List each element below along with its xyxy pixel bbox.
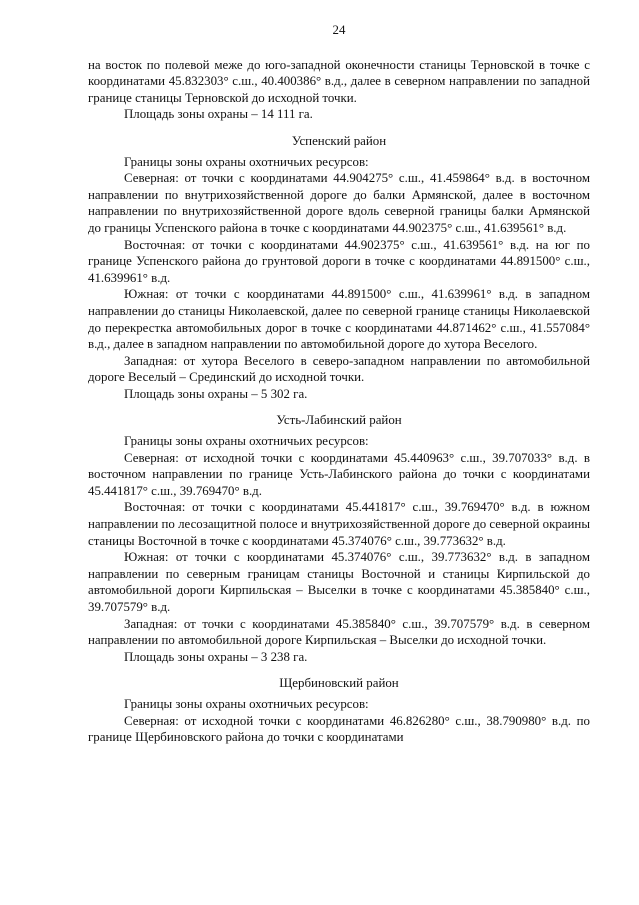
section-heading-ust-labinsky: Усть-Лабинский район (276, 413, 402, 428)
boundaries-intro-uspensky: Границы зоны охраны охотничьих ресурсов: (124, 154, 369, 169)
section-heading-uspensky: Успенский район (291, 133, 387, 148)
boundary-north-shcherbinovsky: Северная: от исходной точки с координатами 46.826280° с.ш., 38.790980° в.д. по границе Щербиновского района до точки с координатами (88, 713, 590, 745)
area-ust-labinsky: Площадь зоны охраны – 3 238 га. (124, 649, 308, 664)
area-uspensky: Площадь зоны охраны – 5 302 га. (124, 386, 308, 401)
boundary-east-uspensky: Восточная: от точки с координатами 44.902375° с.ш., 41.639561° в.д. на юг по границе Успенского района до грунтовой дороги в точке с координатами 44.891500° с.ш., 41.639961° в.д. (88, 237, 590, 285)
section-heading-shcherbinovsky: Щербиновский район (279, 676, 399, 691)
boundary-east-ust-labinsky: Восточная: от точки с координатами 45.441817° с.ш., 39.769470° в.д. в южном направлении по лесозащитной полосе и внутрихозяйственной дороге до северной окраины станицы Восточной в точке с координатами 45.374076° с.ш., 39.773632° в.д. (88, 500, 590, 548)
boundaries-intro-shcherbinovsky: Границы зоны охраны охотничьих ресурсов: (124, 696, 369, 711)
boundary-north-uspensky: Северная: от точки с координатами 44.904275° с.ш., 41.459864° в.д. в восточном направлении по внутрихозяйственной дороге до балки Армянской, далее в восточном направлении по внутрихозяйственной дороге вдоль северной границы балки Армянской до границы Успенского района в точке с координатами 44.902375° с.ш., 41.639561° в.д. (88, 171, 590, 235)
boundaries-intro-ust-labinsky: Границы зоны охраны охотничьих ресурсов: (124, 434, 369, 449)
page-number: 24 (332, 23, 346, 37)
boundary-north-ust-labinsky: Северная: от исходной точки с координатами 45.440963° с.ш., 39.707033° в.д. в восточном направлении по границе Усть-Лабинского района до точки с координатами 45.441817° с.ш., 39.769470° в.д. (88, 450, 590, 498)
boundary-west-uspensky: Западная: от хутора Веселого в северо-западном направлении по автомобильной дороге Веселый – Срединский до исходной точки. (88, 353, 590, 385)
boundary-south-ust-labinsky: Южная: от точки с координатами 45.374076° с.ш., 39.773632° в.д. в западном направлении по северным границам станицы Восточной и станицы Кирпильской до автомобильной дороги Кирпильская – Выселки в точке с координатами 45.385840° с.ш., 39.707579° в.д. (88, 550, 590, 614)
area-ternovskaya: Площадь зоны охраны – 14 111 га. (124, 107, 313, 122)
document-page (88, 22, 590, 746)
boundary-west-ust-labinsky: Западная: от точки с координатами 45.385840° с.ш., 39.707579° в.д. в северном направлении по автомобильной дороге Кирпильская – Выселки до исходной точки. (88, 616, 590, 648)
paragraph-ternovskaya-end: на восток по полевой меже до юго-западной оконечности станицы Терновской в точке с координатами 45.832303° с.ш., 40.400386° в.д., далее в северном направлении по западной границе станицы Терновской до исходной точки. (88, 57, 590, 105)
boundary-south-uspensky: Южная: от точки с координатами 44.891500° с.ш., 41.639961° в.д. в западном направлении до станицы Николаевской, далее по северной границе станицы Николаевской до перекрестка автомобильных дорог в точке с координатами 44.871462° с.ш., 41.557084° в.д., далее в западном направлении по автомобильной дороге до хутора Веселого. (88, 287, 590, 352)
